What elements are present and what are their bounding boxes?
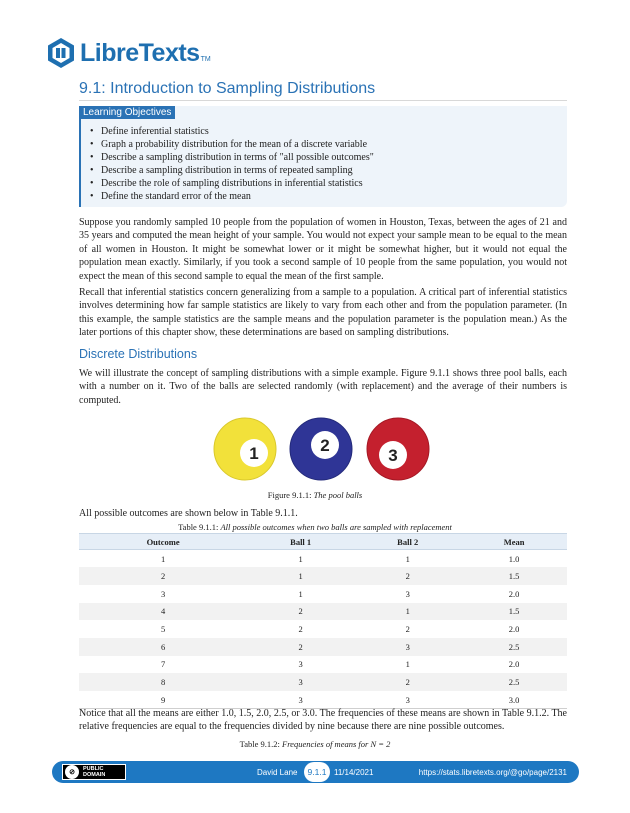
objective-item: • Describe a sampling distribution in terms of "all possible outcomes" (100, 151, 374, 164)
table-cell: 1 (405, 659, 410, 670)
table1-caption (0, 522, 630, 532)
table-cell: 1 (298, 588, 303, 599)
section-heading-discrete: Discrete Distributions (79, 347, 198, 361)
table-cell: 2 (298, 624, 303, 635)
public-domain-badge[interactable] (62, 764, 126, 780)
table2-caption-text: Frequencies of means for N = 2 (282, 739, 391, 749)
table-row (79, 656, 567, 674)
table-cell: 7 (160, 659, 166, 670)
table-row (79, 620, 567, 638)
paragraph-sample-height: Suppose you randomly sampled 10 people from the population of women in Houston, Texas, between the ages of 21 and 35 years and computed the mean height of your sample. You would not expect your sample mean to be equal to the mean of all women in Houston. It might be somewhat lower or it might be somewhat higher, but it would not equal the population mean exactly. Similarly, if you took a second sample of 10 people from the same population, you would not expect the mean of this second sample to equal the mean of the first sample. (79, 217, 567, 282)
objective-item: • Describe a sampling distribution in terms of repeated sampling (100, 164, 374, 177)
figure-caption-label: Figure 9.1.1: (267, 490, 312, 500)
pool-ball-1 (214, 418, 276, 480)
table-cell: 9 (79, 691, 247, 709)
logo-wordmark: LibreTexts (80, 38, 200, 67)
libretexts-logo[interactable] (46, 36, 211, 70)
pool-ball-3 (367, 418, 429, 480)
ball-number: 2 (320, 436, 330, 455)
table-row (79, 567, 567, 585)
table-row (79, 550, 567, 568)
table-cell: 1 (247, 567, 354, 585)
table-cell: 2.0 (508, 588, 520, 599)
table-cell: 3 (354, 638, 461, 656)
paragraph-pool-balls: We will illustrate the concept of sampling distributions with a simple example. Figure 9.1.1 shows three pool balls, each with a number on it. Two of the balls are selected randomly (with replacement) and the average of their numbers is computed. (79, 368, 567, 406)
figure-caption (0, 490, 630, 500)
table-row (79, 603, 567, 621)
table-row (79, 585, 567, 603)
table-cell: 1.5 (461, 603, 567, 621)
table1-caption-text: All possible outcomes when two balls are sampled with replacement (220, 522, 452, 532)
table-header-row (79, 534, 567, 550)
table-cell: 1.0 (508, 553, 520, 564)
column-header: Mean (461, 534, 567, 550)
table-cell: 2 (79, 567, 247, 585)
table2-caption-label: Table 9.1.2: (239, 739, 280, 749)
logo-trademark: TM (200, 55, 211, 63)
footer-url-link[interactable]: https://stats.libretexts.org/@go/page/2131 (418, 768, 567, 777)
figure-caption-text: The pool balls (313, 490, 363, 500)
objective-item: • Define inferential statistics (100, 125, 374, 138)
table-cell: 2.5 (461, 638, 567, 656)
table-cell: 2 (247, 603, 354, 621)
table1-caption-label: Table 9.1.1: (178, 522, 219, 532)
table-cell: 2 (354, 567, 461, 585)
table-row (79, 673, 567, 691)
column-header: Outcome (79, 534, 247, 550)
license-line: DOMAIN (83, 772, 106, 778)
table-cell: 2.0 (508, 624, 520, 635)
table-cell: 2.0 (508, 659, 520, 670)
footer-author: David Lane (257, 768, 298, 777)
table-cell: 3 (298, 659, 303, 670)
table-cell: 3 (405, 588, 410, 599)
table-cell: 3 (247, 691, 354, 709)
license-line: PUBLIC (83, 766, 104, 772)
learning-objectives-list (100, 125, 374, 203)
table-row (79, 638, 567, 656)
table-cell: 3.0 (461, 691, 567, 709)
table-cell: 5 (160, 624, 166, 635)
page-footer (52, 761, 579, 783)
objective-item: • Define the standard error of the mean (100, 190, 374, 203)
objective-item: • Graph a probability distribution for the mean of a discrete variable (100, 138, 374, 151)
table-cell: 4 (79, 603, 247, 621)
column-header: Ball 2 (354, 534, 461, 550)
table-cell: 2 (247, 638, 354, 656)
table-cell: 1 (160, 553, 166, 564)
learning-objectives-label: Learning Objectives (79, 106, 175, 119)
table-cell: 2 (405, 624, 410, 635)
ball-number: 3 (388, 446, 398, 465)
footer-date: 11/14/2021 (334, 768, 374, 777)
table-cell: 2.5 (461, 673, 567, 691)
pool-ball-2 (290, 418, 352, 480)
table-cell: 2 (354, 673, 461, 691)
table-cell: 3 (247, 673, 354, 691)
table-cell: 6 (79, 638, 247, 656)
table-cell: 8 (79, 673, 247, 691)
table-cell: 3 (354, 691, 461, 709)
table2-caption (0, 739, 630, 749)
ball-number: 1 (249, 444, 259, 463)
paragraph-inferential: Recall that inferential statistics concern generalizing from a sample to a population. A critical part of inferential statistics involves determining how far sample statistics are likely to vary from each other and from the population parameter. (In this example, the sample statistics are the sample means and the population parameter is the population mean.) As the later portions of this chapter show, these determinations are based on sampling distributions. (79, 287, 567, 339)
table-cell: 1.5 (461, 567, 567, 585)
outcomes-table (79, 533, 567, 709)
column-header: Ball 1 (247, 534, 354, 550)
paragraph-means-frequencies: Notice that all the means are either 1.0, 1.5, 2.0, 2.5, or 3.0. The frequencies of these means are shown in Table 9.1.2. The relative frequencies are equal to the frequencies divided by nine because there are nine possible outcomes. (79, 708, 567, 733)
license-text (83, 766, 105, 778)
page-title: 9.1: Introduction to Sampling Distributions (79, 80, 376, 97)
objective-item: • Describe the role of sampling distributions in inferential statistics (100, 177, 374, 190)
public-domain-icon: ⊘ (65, 765, 79, 779)
libretexts-hex-icon (46, 37, 76, 69)
footer-page-number: 9.1.1 (304, 762, 330, 782)
table-cell: 1 (298, 553, 303, 564)
pool-balls-figure (212, 416, 438, 482)
title-divider (79, 100, 567, 101)
paragraph-outcomes: All possible outcomes are shown below in Table 9.1.1. (79, 508, 298, 519)
table-cell: 1 (405, 553, 410, 564)
table-cell: 3 (160, 588, 166, 599)
table-cell: 1 (354, 603, 461, 621)
